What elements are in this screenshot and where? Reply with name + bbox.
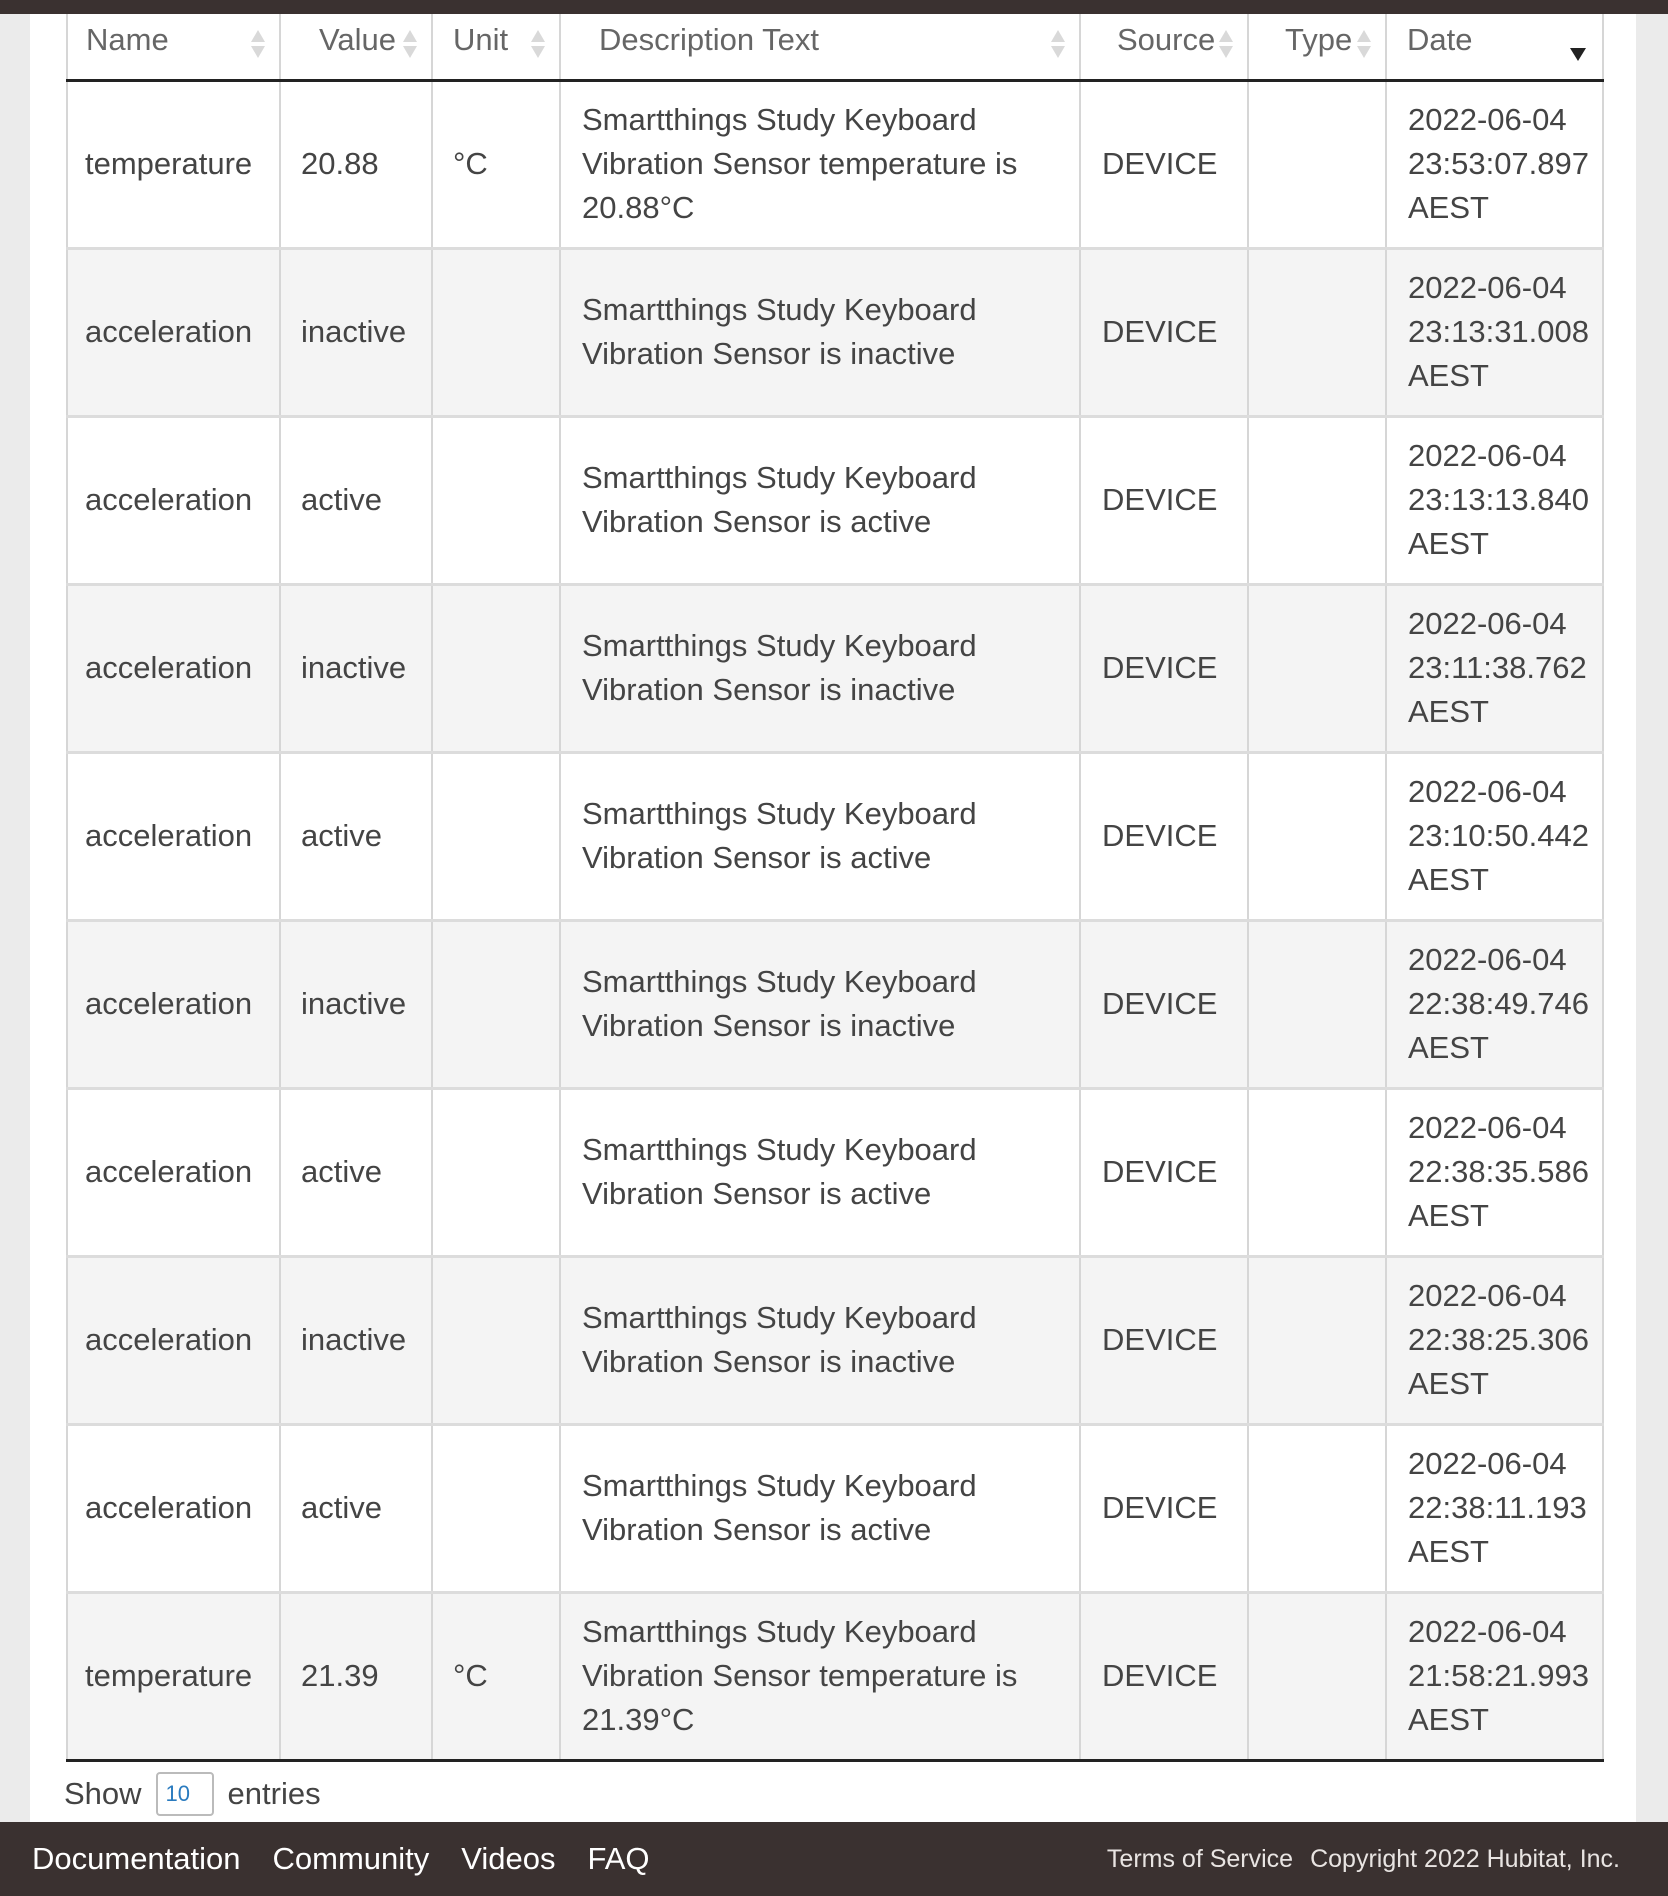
cell-date [1386, 1256, 1603, 1424]
cell-name: acceleration [67, 248, 280, 416]
cell-date [1386, 416, 1603, 584]
cell-type [1248, 248, 1386, 416]
cell-description: Smartthings Study Keyboard Vibration Sensor temperature is 21.39°C [560, 1592, 1080, 1760]
table-row[interactable] [67, 1256, 1603, 1424]
date-line: 2022-06-04 [1408, 774, 1567, 809]
cell-type [1248, 416, 1386, 584]
events-table [66, 14, 1604, 1762]
cell-name: temperature [67, 1592, 280, 1760]
cell-source: DEVICE [1080, 1424, 1248, 1592]
date-line: AEST [1408, 1198, 1489, 1233]
sort-both-icon [1357, 30, 1371, 64]
cell-description: Smartthings Study Keyboard Vibration Sensor temperature is 20.88°C [560, 80, 1080, 248]
entries-length-control [64, 1769, 321, 1819]
date-line: 2022-06-04 [1408, 1110, 1567, 1145]
date-line: AEST [1408, 190, 1489, 225]
cell-description: Smartthings Study Keyboard Vibration Sensor is inactive [560, 584, 1080, 752]
date-line: AEST [1408, 526, 1489, 561]
cell-source: DEVICE [1080, 1256, 1248, 1424]
cell-date [1386, 1424, 1603, 1592]
top-nav-bar [0, 0, 1668, 14]
footer-link-videos[interactable]: Videos [461, 1841, 556, 1876]
date-line: AEST [1408, 862, 1489, 897]
footer-links [32, 1822, 682, 1896]
cell-date [1386, 584, 1603, 752]
cell-value: inactive [280, 920, 432, 1088]
table-row[interactable] [67, 1424, 1603, 1592]
column-header-label: Description Text [599, 22, 819, 57]
date-line: 2022-06-04 [1408, 606, 1567, 641]
cell-description: Smartthings Study Keyboard Vibration Sensor is inactive [560, 920, 1080, 1088]
cell-name: acceleration [67, 1424, 280, 1592]
cell-value: 20.88 [280, 80, 432, 248]
cell-unit: °C [432, 80, 560, 248]
table-row[interactable] [67, 80, 1603, 248]
date-line: 23:11:38.762 [1408, 650, 1587, 685]
date-line: 2022-06-04 [1408, 1446, 1567, 1481]
cell-value: inactive [280, 584, 432, 752]
cell-source: DEVICE [1080, 80, 1248, 248]
entries-label: entries [227, 1776, 321, 1811]
date-line: AEST [1408, 1030, 1489, 1065]
date-line: AEST [1408, 694, 1489, 729]
cell-unit [432, 1088, 560, 1256]
cell-name: temperature [67, 80, 280, 248]
table-row[interactable] [67, 1088, 1603, 1256]
column-header-label: Unit [453, 22, 509, 57]
date-line: 2022-06-04 [1408, 1614, 1567, 1649]
date-line: 23:13:31.008 [1408, 314, 1590, 349]
footer-link-community[interactable]: Community [272, 1841, 430, 1876]
date-line: 2022-06-04 [1408, 438, 1567, 473]
table-row[interactable] [67, 584, 1603, 752]
column-header-name[interactable] [67, 14, 280, 80]
cell-unit [432, 1424, 560, 1592]
cell-type [1248, 80, 1386, 248]
date-line: 21:58:21.993 [1408, 1658, 1590, 1693]
table-row[interactable] [67, 416, 1603, 584]
date-line: 22:38:35.586 [1408, 1154, 1590, 1189]
cell-description: Smartthings Study Keyboard Vibration Sensor is active [560, 416, 1080, 584]
cell-source: DEVICE [1080, 1088, 1248, 1256]
table-row[interactable] [67, 248, 1603, 416]
cell-date [1386, 1592, 1603, 1760]
cell-source: DEVICE [1080, 920, 1248, 1088]
cell-date [1386, 80, 1603, 248]
cell-name: acceleration [67, 1088, 280, 1256]
cell-unit [432, 752, 560, 920]
column-header-label: Name [86, 22, 169, 57]
date-line: 23:10:50.442 [1408, 818, 1590, 853]
footer-link-faq[interactable]: FAQ [587, 1841, 650, 1876]
sort-both-icon [531, 30, 545, 64]
cell-source: DEVICE [1080, 584, 1248, 752]
cell-description: Smartthings Study Keyboard Vibration Sensor is inactive [560, 1256, 1080, 1424]
column-header-unit[interactable] [432, 14, 560, 80]
table-row[interactable] [67, 920, 1603, 1088]
column-header-label: Date [1407, 22, 1473, 57]
cell-name: acceleration [67, 920, 280, 1088]
cell-unit [432, 248, 560, 416]
cell-type [1248, 584, 1386, 752]
copyright-text: Copyright 2022 Hubitat, Inc. [1310, 1844, 1620, 1873]
column-header-label: Type [1285, 22, 1353, 57]
footer-link-documentation[interactable]: Documentation [32, 1841, 241, 1876]
cell-type [1248, 920, 1386, 1088]
column-header-description[interactable] [560, 14, 1080, 80]
cell-source: DEVICE [1080, 752, 1248, 920]
sort-both-icon [251, 30, 265, 64]
date-line: 22:38:11.193 [1408, 1490, 1587, 1525]
date-line: AEST [1408, 358, 1489, 393]
cell-value: inactive [280, 1256, 432, 1424]
entries-per-page-select[interactable]: 10 [156, 1772, 214, 1816]
table-row[interactable] [67, 1592, 1603, 1760]
cell-description: Smartthings Study Keyboard Vibration Sensor is active [560, 1424, 1080, 1592]
column-header-source[interactable] [1080, 14, 1248, 80]
cell-date [1386, 1088, 1603, 1256]
cell-value: active [280, 416, 432, 584]
column-header-label: Source [1117, 22, 1216, 57]
date-line: AEST [1408, 1702, 1489, 1737]
cell-unit [432, 584, 560, 752]
cell-unit [432, 416, 560, 584]
cell-source: DEVICE [1080, 1592, 1248, 1760]
date-line: 2022-06-04 [1408, 102, 1567, 137]
cell-unit [432, 1256, 560, 1424]
footer-legal [1090, 1822, 1620, 1896]
date-line: 2022-06-04 [1408, 1278, 1567, 1313]
cell-value: active [280, 1088, 432, 1256]
show-label: Show [64, 1776, 142, 1811]
cell-type [1248, 752, 1386, 920]
terms-of-service-link[interactable]: Terms of Service [1106, 1844, 1294, 1873]
sort-both-icon [1051, 30, 1065, 64]
cell-value: inactive [280, 248, 432, 416]
cell-date [1386, 248, 1603, 416]
date-line: 23:53:07.897 [1408, 146, 1590, 181]
date-line: 2022-06-04 [1408, 942, 1567, 977]
cell-type [1248, 1256, 1386, 1424]
cell-description: Smartthings Study Keyboard Vibration Sensor is active [560, 1088, 1080, 1256]
table-body [67, 80, 1603, 1760]
cell-type [1248, 1592, 1386, 1760]
cell-value: active [280, 752, 432, 920]
column-header-date[interactable] [1386, 14, 1603, 80]
cell-type [1248, 1424, 1386, 1592]
cell-date [1386, 752, 1603, 920]
date-line: 2022-06-04 [1408, 270, 1567, 305]
date-line: AEST [1408, 1534, 1489, 1569]
date-line: 22:38:25.306 [1408, 1322, 1590, 1357]
cell-source: DEVICE [1080, 248, 1248, 416]
column-header-label: Value [319, 22, 396, 57]
sort-both-icon [1219, 30, 1233, 64]
cell-name: acceleration [67, 584, 280, 752]
sort-both-icon [403, 30, 417, 64]
cell-name: acceleration [67, 416, 280, 584]
footer [0, 1822, 1668, 1896]
cell-unit: °C [432, 1592, 560, 1760]
cell-description: Smartthings Study Keyboard Vibration Sensor is inactive [560, 248, 1080, 416]
cell-unit [432, 920, 560, 1088]
cell-source: DEVICE [1080, 416, 1248, 584]
date-line: 22:38:49.746 [1408, 986, 1590, 1021]
table-header-row [67, 14, 1603, 80]
cell-description: Smartthings Study Keyboard Vibration Sensor is active [560, 752, 1080, 920]
table-row[interactable] [67, 752, 1603, 920]
sort-descending-icon [1570, 48, 1586, 61]
cell-type [1248, 1088, 1386, 1256]
column-header-value[interactable] [280, 14, 432, 80]
cell-value: active [280, 1424, 432, 1592]
column-header-type[interactable] [1248, 14, 1386, 80]
date-line: AEST [1408, 1366, 1489, 1401]
cell-value: 21.39 [280, 1592, 432, 1760]
cell-name: acceleration [67, 752, 280, 920]
date-line: 23:13:13.840 [1408, 482, 1590, 517]
cell-name: acceleration [67, 1256, 280, 1424]
cell-date [1386, 920, 1603, 1088]
